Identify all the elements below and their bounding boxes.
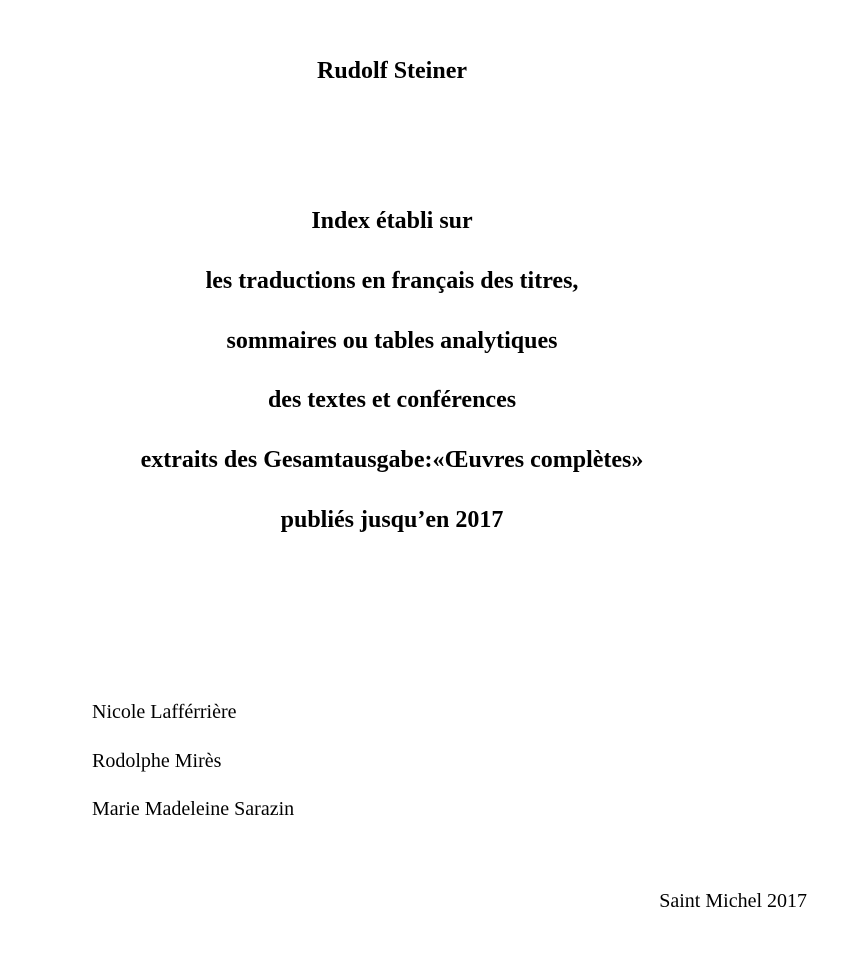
title-line: extraits des Gesamtausgabe:«Œuvres complètes» <box>140 447 644 474</box>
place-and-date: Saint Michel 2017 <box>659 890 807 912</box>
contributor-name: Rodolphe Mirès <box>92 749 222 772</box>
title-line: des textes et conférences <box>267 387 517 414</box>
title-line: les traductions en français des titres, <box>205 267 579 294</box>
title-line: sommaires ou tables analytiques <box>226 327 558 354</box>
author-name: Rudolf Steiner <box>317 58 467 84</box>
contributor-name: Marie Madeleine Sarazin <box>92 798 295 820</box>
contributors-list <box>92 700 294 846</box>
title-line: publiés jusqu’en 2017 <box>280 506 504 533</box>
contributor-name: Nicole Lafférrière <box>92 701 237 723</box>
title-line: Index établi sur <box>311 208 473 234</box>
document-title <box>0 207 784 566</box>
